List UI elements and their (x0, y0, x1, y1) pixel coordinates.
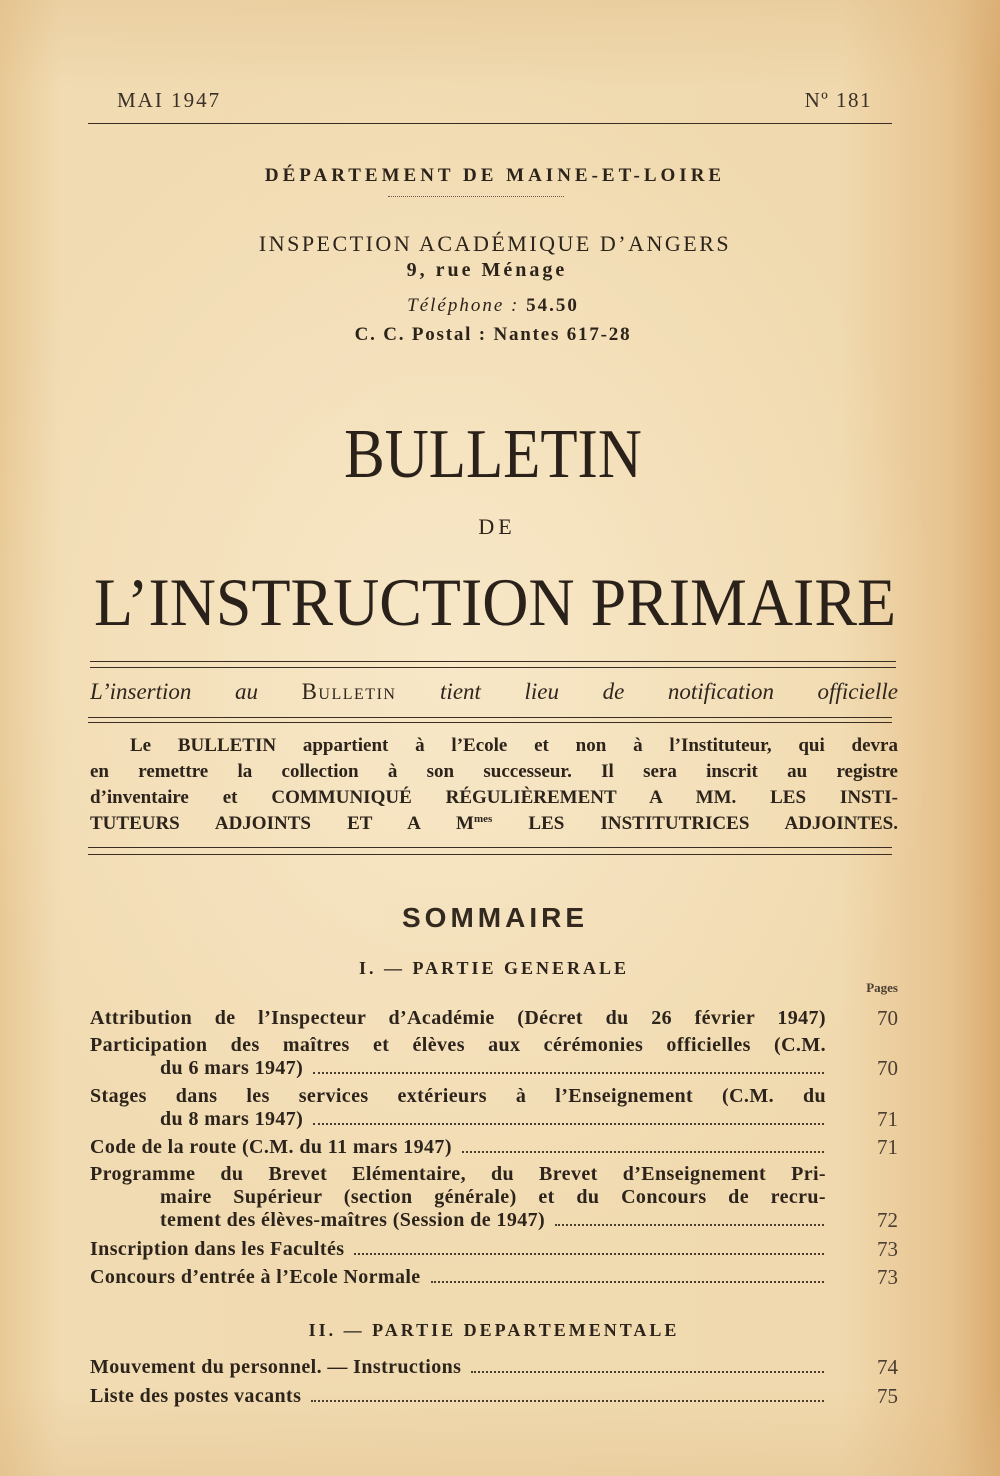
toc-entry (90, 1356, 898, 1379)
toc-entry (90, 1136, 898, 1159)
toc-entry-line: Programme du Brevet Elémentaire, du Brevet d’Enseignement Pri- (90, 1163, 826, 1185)
title-subject: L’INSTRUCTION PRIMAIRE (94, 564, 896, 640)
issue-number: Nº 181 (804, 88, 872, 112)
toc-entry-line: Code de la route (C.M. du 11 mars 1947) (90, 1136, 452, 1158)
dot-leader (311, 1385, 824, 1402)
toc-entry (90, 1266, 898, 1289)
toc-entry-line: Stages dans les services extérieurs à l’Enseignement (C.M. du (90, 1085, 826, 1107)
header-rule (88, 123, 892, 124)
dot-leader (313, 1108, 824, 1125)
toc-entry-line: Concours d’entrée à l’Ecole Normale (90, 1266, 421, 1288)
warning-line4-end: LES INSTITUTRICES ADJOINTES. (492, 813, 898, 834)
partie-generale-heading: I. — PARTIE GENERALE (358, 958, 630, 978)
notice-bulletin: Bulletin (301, 679, 397, 704)
toc-entry-line: Attribution de l’Inspecteur d’Académie (Décret du 26 février 1947) (90, 1007, 826, 1029)
notice-before: L’insertion au (90, 679, 258, 704)
toc-entry-line: Mouvement du personnel. — Instructions (90, 1356, 462, 1378)
dot-leader (354, 1238, 824, 1255)
inspection-telephone (0, 294, 986, 318)
toc-entry-line: du 6 mars 1947) (160, 1057, 304, 1079)
inspection-address: 9, rue Ménage (406, 259, 568, 281)
toc-entry-last-line (90, 1385, 826, 1408)
toc-entry-line: du 8 mars 1947) (160, 1108, 304, 1130)
toc-entry-line: tement des élèves-maîtres (Session de 1947) (160, 1209, 546, 1231)
telephone-number: 54.50 (526, 295, 579, 316)
dot-leader (431, 1266, 824, 1283)
warning-rule-2 (88, 854, 892, 855)
toc-entry-line: Liste des postes vacants (90, 1385, 302, 1407)
toc-page-number: 70 (877, 1056, 898, 1080)
telephone-label: Téléphone : (407, 295, 520, 316)
warning-line: Le BULLETIN appartient à l’Ecole et non à l’Instituteur, qui devra (130, 735, 898, 756)
notice-rule-1 (88, 717, 892, 718)
toc-entry-last-line (160, 1209, 826, 1232)
dot-leader (555, 1209, 824, 1226)
toc-entry (90, 1007, 898, 1030)
notice-after: tient lieu de notification officielle (440, 679, 898, 704)
dot-leader (462, 1136, 824, 1153)
toc-entry-line: Participation des maîtres et élèves aux cérémonies officielles (C.M. (90, 1034, 826, 1056)
toc-page-number: 73 (877, 1237, 898, 1261)
dot-leader (471, 1356, 824, 1373)
title-de: DE (478, 514, 516, 539)
notice-rule-2 (88, 722, 892, 723)
toc-page-number: 72 (877, 1208, 898, 1232)
title-bulletin: BULLETIN (344, 416, 642, 493)
departement-heading: DÉPARTEMENT DE MAINE-ET-LOIRE (264, 165, 726, 186)
toc-entry-last-line (90, 1238, 826, 1261)
toc-page-number: 71 (877, 1135, 898, 1159)
toc-page-number: 74 (877, 1355, 898, 1379)
toc-page-number: 71 (877, 1107, 898, 1131)
toc-entry-line: Inscription dans les Facultés (90, 1238, 345, 1260)
toc-page-number: 75 (877, 1384, 898, 1408)
sommaire-title: SOMMAIRE (402, 902, 588, 933)
warning-line4-superscript: mes (473, 813, 493, 825)
toc-entry-last-line (160, 1108, 826, 1131)
toc-entry (90, 1238, 898, 1261)
toc-entry (90, 1385, 898, 1408)
toc-entry (90, 1085, 898, 1131)
warning-line (90, 811, 898, 837)
toc-entry-last-line (90, 1266, 826, 1289)
dot-leader (313, 1057, 824, 1074)
postal-account: C. C. Postal : Nantes 617-28 (354, 324, 632, 345)
ownership-warning (90, 733, 898, 837)
toc-entry-last-line (90, 1136, 826, 1159)
warning-rule-1 (88, 847, 892, 848)
toc-entry-line: maire Supérieur (section générale) et du Concours de recru- (160, 1186, 826, 1208)
toc-page-number: 73 (877, 1265, 898, 1289)
warning-line: en remettre la collection à son successeur. Il sera inscrit au registre (90, 761, 898, 782)
inspection-name: INSPECTION ACADÉMIQUE D’ANGERS (258, 231, 732, 256)
pages-label: Pages (866, 980, 898, 995)
departement-underline (388, 196, 564, 197)
toc-page-number: 70 (877, 1006, 898, 1030)
warning-line4-start: TUTEURS ADJOINTS ET A M (90, 813, 474, 834)
toc-entry-last-line (160, 1057, 826, 1080)
partie-departementale-heading: II. — PARTIE DEPARTEMENTALE (308, 1320, 680, 1340)
toc-entry (90, 1163, 898, 1232)
issue-date: MAI 1947 (117, 88, 222, 112)
notification-notice (90, 678, 898, 706)
warning-line: d’inventaire et COMMUNIQUÉ RÉGULIÈREMENT A MM. LES INSTI- (90, 787, 898, 808)
toc-entry-last-line (90, 1356, 826, 1379)
title-rule-top-2 (90, 667, 896, 668)
title-rule-top-1 (90, 661, 896, 662)
toc-entry (90, 1034, 898, 1080)
